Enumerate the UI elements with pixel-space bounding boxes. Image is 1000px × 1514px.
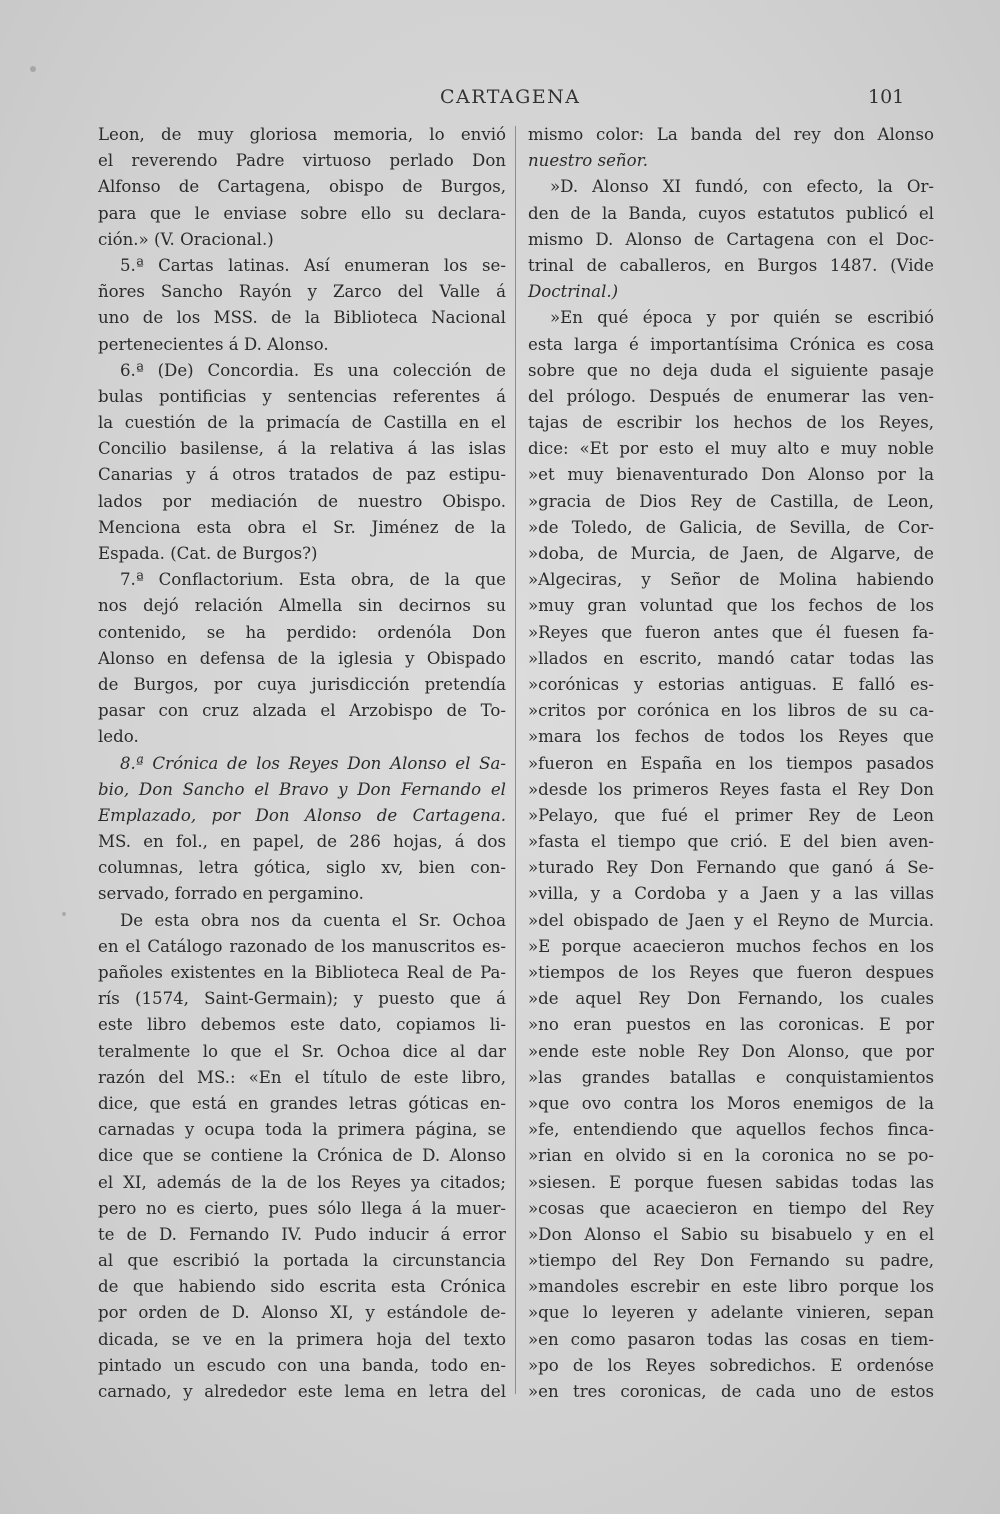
text-line: pañoles existentes en la Biblioteca Real de Pa-	[98, 963, 506, 982]
text-line: De esta obra nos da cuenta el Sr. Ochoa	[120, 910, 506, 930]
text-line: dicada, se ve en la primera hoja del texto	[98, 1329, 506, 1349]
text-line: »fasta el tiempo que crió. E del bien aven-	[528, 832, 934, 852]
text-line: sobre que no deja duda el siguiente pasaje	[528, 360, 934, 380]
text-line: »turado Rey Don Fernando que ganó á Se-	[528, 858, 934, 878]
text-line: »villa, y a Cordoba y a Jaen y a las villas	[528, 884, 934, 904]
text-line: »del obispado de Jaen y el Reyno de Murcia.	[528, 910, 934, 930]
text-line: 6.ª (De) Concordia. Es una colección de	[120, 360, 506, 380]
text-line: dice que se contiene la Crónica de D. Alonso	[98, 1146, 506, 1166]
text-line: »et muy bienaventurado Don Alonso por la	[528, 465, 934, 485]
text-line: dice, que está en grandes letras góticas en-	[98, 1093, 506, 1113]
right-column	[528, 122, 934, 1405]
text-line: bio, Don Sancho el Bravo y Don Fernando el	[98, 779, 506, 799]
text-line: »de Toledo, de Galicia, de Sevilla, de Cor-	[528, 517, 934, 537]
text-line: te de D. Fernando IV. Pudo inducir á error	[98, 1224, 506, 1244]
text-line: Alonso en defensa de la iglesia y Obispado	[98, 648, 506, 668]
text-line: carnado, y alrededor este lema en letra del	[98, 1382, 506, 1401]
text-line: esta larga é importantísima Crónica es cosa	[528, 334, 934, 354]
text-line: »que lo leyeren y adelante vinieren, sepan	[528, 1303, 934, 1323]
text-line: »mandoles escrebir en este libro porque los	[528, 1277, 934, 1297]
paper-speck	[62, 912, 66, 916]
running-title: CARTAGENA	[440, 86, 581, 108]
text-line: tajas de escribir los hechos de los Reyes,	[528, 413, 934, 433]
text-line: »Algeciras, y Señor de Molina habiendo	[528, 570, 934, 590]
text-line: mismo D. Alonso de Cartagena con el Doc-	[528, 229, 934, 249]
text-line: 5.ª Cartas latinas. Así enumeran los se-	[120, 255, 506, 275]
text-line: teralmente lo que el Sr. Ochoa dice al dar	[98, 1041, 506, 1061]
text-line: »critos por corónica en los libros de su ca-	[528, 701, 934, 721]
text-line: »las grandes batallas e conquistamientos	[528, 1067, 934, 1087]
text-line: »fueron en España en los tiempos pasados	[528, 753, 934, 773]
text-line: »desde los primeros Reyes fasta el Rey Don	[528, 779, 934, 799]
text-line: »rian en olvido si en la coronica no se po-	[528, 1146, 934, 1166]
text-line: Concilio basilense, á la relativa á las islas	[98, 439, 506, 459]
text-line: el XI, además de la de los Reyes ya citados;	[98, 1172, 506, 1192]
text-line: »siesen. E porque fuesen sabidas todas las	[528, 1172, 934, 1192]
text-line: de Burgos, por cuya jurisdicción pretendía	[98, 674, 506, 694]
text-line: bulas pontificias y sentencias referentes á	[98, 386, 506, 406]
text-line: razón del MS.: «En el título de este libro,	[98, 1067, 506, 1087]
text-line: »ende este noble Rey Don Alonso, que por	[528, 1041, 934, 1061]
text-line: el reverendo Padre virtuoso perlado Don	[98, 151, 506, 171]
text-line: »En qué época y por quién se escribió	[550, 308, 934, 328]
text-line: »muy gran voluntad que los fechos de los	[528, 596, 934, 616]
text-line: servado, forrado en pergamino.	[98, 884, 364, 904]
text-line: pertenecientes á D. Alonso.	[98, 334, 329, 354]
text-line: Doctrinal.)	[528, 282, 619, 302]
text-line: trinal de caballeros, en Burgos 1487. (Vide	[528, 255, 934, 275]
text-line: 7.ª Conflactorium. Esta obra, de la que	[120, 570, 506, 590]
text-line: »gracia de Dios Rey de Castilla, de Leon,	[528, 491, 934, 511]
text-line: ción.» (V. Oracional.)	[98, 229, 274, 249]
paper-speck	[30, 66, 36, 72]
text-line: dice: «Et por esto el muy alto e muy noble	[528, 439, 934, 459]
text-line: »po de los Reyes sobredichos. E ordenóse	[528, 1355, 934, 1375]
text-line: Canarias y á otros tratados de paz estipu-	[98, 465, 506, 485]
text-line: »en tres coronicas, de cada uno de estos	[528, 1382, 934, 1401]
text-line: »que ovo contra los Moros enemigos de la	[528, 1093, 934, 1113]
text-line: »no eran puestos en las coronicas. E por	[528, 1015, 934, 1035]
text-line: »doba, de Murcia, de Jaen, de Algarve, de	[528, 544, 934, 563]
text-line: MS. en fol., en papel, de 286 hojas, á dos	[98, 832, 506, 852]
text-line: de que habiendo sido escrita esta Crónica	[98, 1277, 506, 1297]
text-line: pasar con cruz alzada el Arzobispo de To-	[98, 701, 506, 721]
text-line: »Pelayo, que fué el primer Rey de Leon	[528, 805, 934, 825]
text-line: »en como pasaron todas las cosas en tiem-	[528, 1329, 934, 1349]
text-line: »tiempo del Rey Don Fernando su padre,	[528, 1251, 934, 1271]
text-line: del prólogo. Después de enumerar las ven-	[528, 386, 934, 406]
text-line: »fe, entendiendo que aquellos fechos finca-	[528, 1120, 934, 1140]
text-line: nuestro señor.	[528, 151, 648, 171]
text-line: uno de los MSS. de la Biblioteca Nacional	[98, 308, 506, 328]
text-line: al que escribió la portada la circunstancia	[98, 1251, 506, 1271]
text-line: »corónicas y estorias antiguas. E falló es-	[528, 674, 934, 694]
text-line: Leon, de muy gloriosa memoria, lo envió	[98, 125, 506, 144]
text-line: pintado un escudo con una banda, todo en-	[98, 1355, 506, 1375]
text-line: »Reyes que fueron antes que él fuesen fa-	[528, 622, 934, 642]
page-number: 101	[868, 86, 905, 108]
text-line: den de la Banda, cuyos estatutos publicó el	[528, 203, 934, 223]
text-line: »Don Alonso el Sabio su bisabuelo y en el	[528, 1224, 934, 1244]
text-line: en el Catálogo razonado de los manuscritos es-	[98, 936, 506, 956]
left-column	[98, 122, 506, 1405]
text-line: mismo color: La banda del rey don Alonso	[528, 125, 934, 144]
text-line: por orden de D. Alonso XI, y estándole de-	[98, 1303, 506, 1323]
text-line: »mara los fechos de todos los Reyes que	[528, 727, 934, 747]
text-line: Emplazado, por Don Alonso de Cartagena.	[98, 805, 506, 825]
text-line: ñores Sancho Rayón y Zarco del Valle á	[98, 282, 506, 302]
text-line: lados por mediación de nuestro Obispo.	[98, 491, 506, 511]
text-line: »cosas que acaecieron en tiempo del Rey	[528, 1198, 934, 1218]
text-line: este libro debemos este dato, copiamos li-	[98, 1015, 506, 1035]
text-line: Espada. (Cat. de Burgos?)	[98, 544, 318, 563]
text-line: columnas, letra gótica, siglo xv, bien con-	[98, 858, 506, 878]
text-line: ledo.	[98, 727, 139, 747]
text-line: pero no es cierto, pues sólo llega á la muer-	[98, 1198, 506, 1218]
text-line: la cuestión de la primacía de Castilla en el	[98, 413, 506, 433]
text-line: contenido, se ha perdido: ordenóla Don	[98, 622, 506, 642]
text-line: »de aquel Rey Don Fernando, los cuales	[528, 989, 934, 1009]
text-line: »tiempos de los Reyes que fueron despues	[528, 963, 934, 982]
text-line: Menciona esta obra el Sr. Jiménez de la	[98, 517, 506, 537]
column-divider	[515, 126, 516, 1394]
text-line: carnadas y ocupa toda la primera página, se	[98, 1120, 506, 1140]
text-line: »llados en escrito, mandó catar todas las	[528, 648, 934, 668]
text-line: Alfonso de Cartagena, obispo de Burgos,	[98, 177, 506, 197]
text-line: 8.ª Crónica de los Reyes Don Alonso el Sa-	[120, 753, 506, 773]
text-line: »E porque acaecieron muchos fechos en los	[528, 936, 934, 956]
text-line: para que le enviase sobre ello su declara-	[98, 203, 506, 223]
text-line: nos dejó relación Almella sin decirnos su	[98, 596, 506, 616]
text-line: rís (1574, Saint-Germain); y puesto que á	[98, 989, 506, 1009]
text-line: »D. Alonso XI fundó, con efecto, la Or-	[550, 177, 934, 197]
running-head	[0, 86, 1000, 116]
